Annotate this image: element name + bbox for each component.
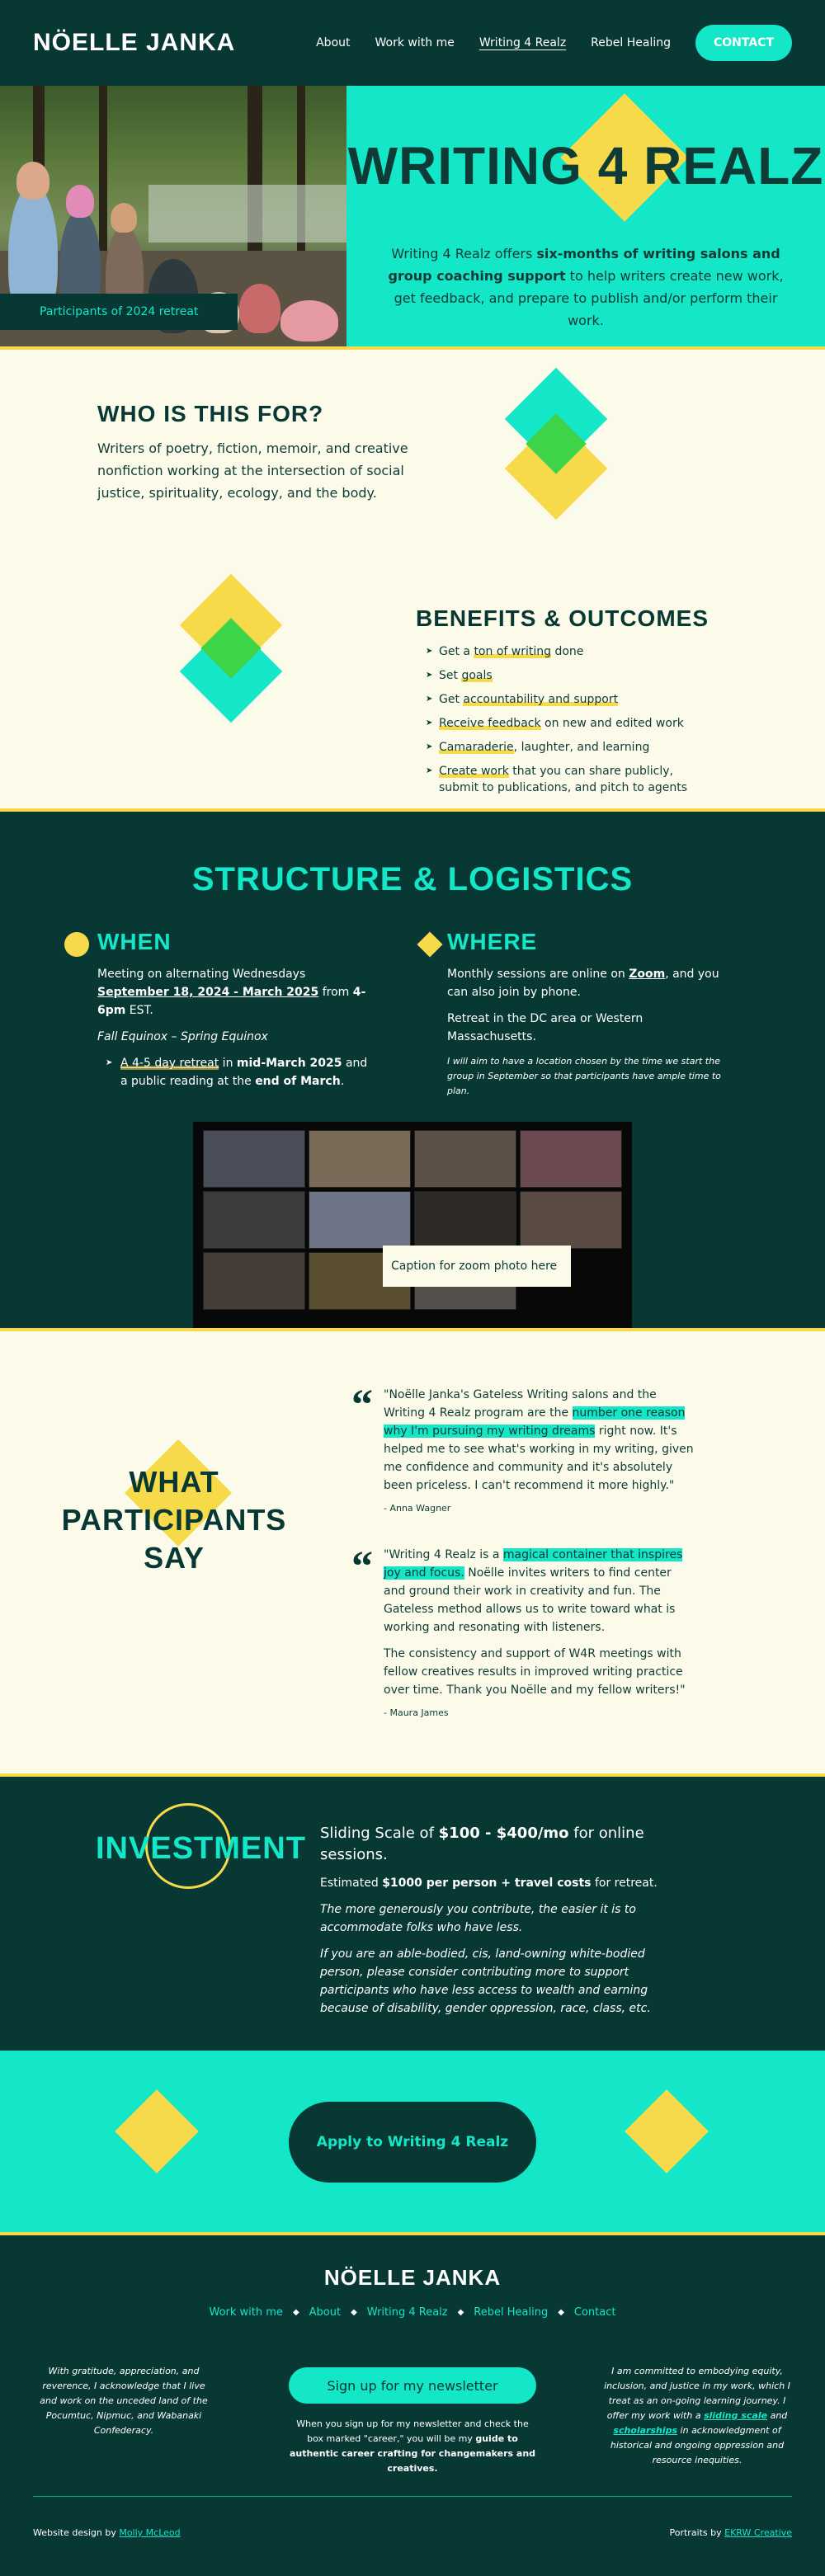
zoom-link[interactable]: Zoom <box>629 968 666 981</box>
list-item: ➤ Camaraderie, laughter, and learning <box>426 739 706 756</box>
footer-divider <box>33 2496 792 2497</box>
diamond-separator-icon: ◆ <box>292 2308 299 2317</box>
list-item: ➤ Receive feedback on new and edited work <box>426 715 706 732</box>
newsletter-text: When you sign up for my newsletter and check the box marked "career," you will be my guide to authentic career crafting for changemakers and creatives. <box>289 2418 536 2474</box>
structure-heading: STRUCTURE & LOGISTICS <box>191 861 634 897</box>
hero-intro <box>346 86 825 346</box>
testimonials-heading: WHAT PARTICIPANTS SAY <box>61 1465 287 1575</box>
hero-photo-caption: Participants of 2024 retreat <box>0 294 238 330</box>
footer-link-about[interactable]: About <box>309 2306 342 2319</box>
site-logo[interactable]: NÖELLE JANKA <box>33 29 236 56</box>
footer-link-writing-4-realz[interactable]: Writing 4 Realz <box>366 2306 448 2319</box>
scholarships-link[interactable]: scholarships <box>613 2425 678 2436</box>
who-is-this-for-heading: WHO IS THIS FOR? <box>97 401 324 426</box>
portrait-credit: Portraits by EKRW Creative <box>669 2527 792 2538</box>
where-heading: WHERE <box>447 929 538 954</box>
retreat-link[interactable]: A 4-5 day retreat <box>120 1057 219 1070</box>
apply-button[interactable]: Apply to Writing 4 Realz <box>289 2102 536 2183</box>
equity-statement: I am committed to embodying equity, inclusion, and justice in my work, which I treat as an on-going learning journey. I offer my work with a sliding scale and scholarships in acknowledgment of historical and ongoing oppression and resource inequities. <box>604 2366 790 2465</box>
benefits-heading: BENEFITS & OUTCOMES <box>416 605 710 631</box>
testimonial-maura: "Writing 4 Realz is a magical container that inspires joy and focus. Noëlle invites writers to find center and ground their work in creativity and fun. The Gateless method allows us to write toward what is working and resonating with listeners. The consistency and support of W4R meetings with fellow creatives results in improved writing practice over time. Thank you Noëlle and my fellow writers!" - Maura James <box>384 1546 695 1722</box>
hero-description: Writing 4 Realz offers six-months of writing salons and group coaching support to help writers create new work, get feedback, and prepare to publish and/or perform their work. <box>388 246 784 328</box>
investment-section <box>0 1777 825 2051</box>
quote-icon: “ <box>351 1543 373 1590</box>
list-item: ➤ Get accountability and support <box>426 691 706 708</box>
hero-section <box>0 86 825 350</box>
nav-rebel-healing[interactable]: Rebel Healing <box>591 36 671 49</box>
list-item: ➤ Create work that you can share publicly, submit to publications, and pitch to agents <box>426 763 706 796</box>
who-is-this-for-text: Writers of poetry, fiction, memoir, and creative nonfiction working at the intersection of social justice, spirituality, ecology, and the body. <box>97 440 408 501</box>
structure-logistics-section <box>0 812 825 1331</box>
site-header <box>0 0 825 86</box>
website-credit: Website design by Molly McLeod <box>33 2527 181 2538</box>
footer-logo[interactable]: NÖELLE JANKA <box>323 2265 502 2290</box>
diamond-separator-icon: ◆ <box>351 2308 357 2317</box>
newsletter-button[interactable]: Sign up for my newsletter <box>289 2367 536 2404</box>
testimonial-author: - Anna Wagner <box>384 1503 451 1514</box>
testimonial-anna: "Noëlle Janka's Gateless Writing salons and the Writing 4 Realz program are the number one reason why I'm pursuing my writing dreams right now. It's helped me to see what's working in my writing, given me confidence and community and it's absolutely been priceless. I can't recommend it more highly." - Anna Wagner <box>384 1386 695 1518</box>
yellow-circle-icon <box>64 932 89 957</box>
molly-mcleod-link[interactable]: Molly McLeod <box>119 2527 181 2538</box>
footer-link-rebel-healing[interactable]: Rebel Healing <box>474 2306 549 2319</box>
diamond-separator-icon: ◆ <box>457 2308 464 2317</box>
list-item: ➤ Set goals <box>426 667 706 684</box>
footer-link-work-with-me[interactable]: Work with me <box>209 2306 283 2319</box>
yellow-diamond-icon <box>417 931 442 957</box>
audience-benefits-section <box>0 350 825 812</box>
zoom-photo-caption: Caption for zoom photo here <box>383 1246 571 1287</box>
footer-nav <box>0 2306 825 2319</box>
yellow-diamond-shape <box>115 2089 199 2173</box>
nav-work-with-me[interactable]: Work with me <box>375 36 455 49</box>
page-title: WRITING 4 REALZ <box>347 136 824 195</box>
sliding-scale-link[interactable]: sliding scale <box>704 2410 768 2421</box>
nav-writing-4-realz[interactable]: Writing 4 Realz <box>478 36 567 49</box>
zoom-call-screenshot <box>193 1122 632 1328</box>
site-footer <box>0 2235 825 2576</box>
testimonial-author: - Maura James <box>384 1707 449 1718</box>
when-heading: WHEN <box>97 929 172 954</box>
benefits-list <box>426 643 706 803</box>
investment-details: Sliding Scale of $100 - $400/mo for online sessions. Estimated $1000 per person + travel costs for retreat. The more generously you contribute, the easier it is to accommodate folks who have less. If you are an able-bodied, cis, land-owning white-bodied person, please consider contributing more to support participants who have less access to wealth and earning because of disability, gender oppression, race, class, etc. <box>320 1825 658 2015</box>
footer-link-contact[interactable]: Contact <box>573 2306 616 2319</box>
quote-icon: “ <box>351 1382 373 1429</box>
yellow-diamond-shape <box>625 2089 709 2173</box>
main-nav <box>316 25 792 61</box>
investment-heading: INVESTMENT <box>96 1831 306 1866</box>
diamond-separator-icon: ◆ <box>558 2308 564 2317</box>
apply-section <box>0 2051 825 2235</box>
list-item: ➤ Get a ton of writing done <box>426 643 706 660</box>
contact-button[interactable]: CONTACT <box>695 25 792 61</box>
nav-about[interactable]: About <box>316 36 351 49</box>
ekrw-creative-link[interactable]: EKRW Creative <box>724 2527 792 2538</box>
testimonials-section <box>0 1331 825 1777</box>
retreat-group-photo <box>0 86 346 346</box>
land-acknowledgment: With gratitude, appreciation, and reverence, I acknowledge that I live and work on the unceded land of the Pocumtuc, Nipmuc, and Wabanaki Confederacy. <box>40 2366 208 2436</box>
when-details: Meeting on alternating Wednesdays September 18, 2024 - March 2025 from 4-6pm EST. Fall Equinox – Spring Equinox ➤ A 4-5 day retreat in mid-March 2025 and a public reading at the end of March. <box>97 968 368 1088</box>
where-details: Monthly sessions are online on Zoom, and you can also join by phone. Retreat in the DC area or Western Massachusetts. I will aim to have a location chosen by the time we start the group in September so that participants have ample time to plan. <box>447 968 721 1096</box>
